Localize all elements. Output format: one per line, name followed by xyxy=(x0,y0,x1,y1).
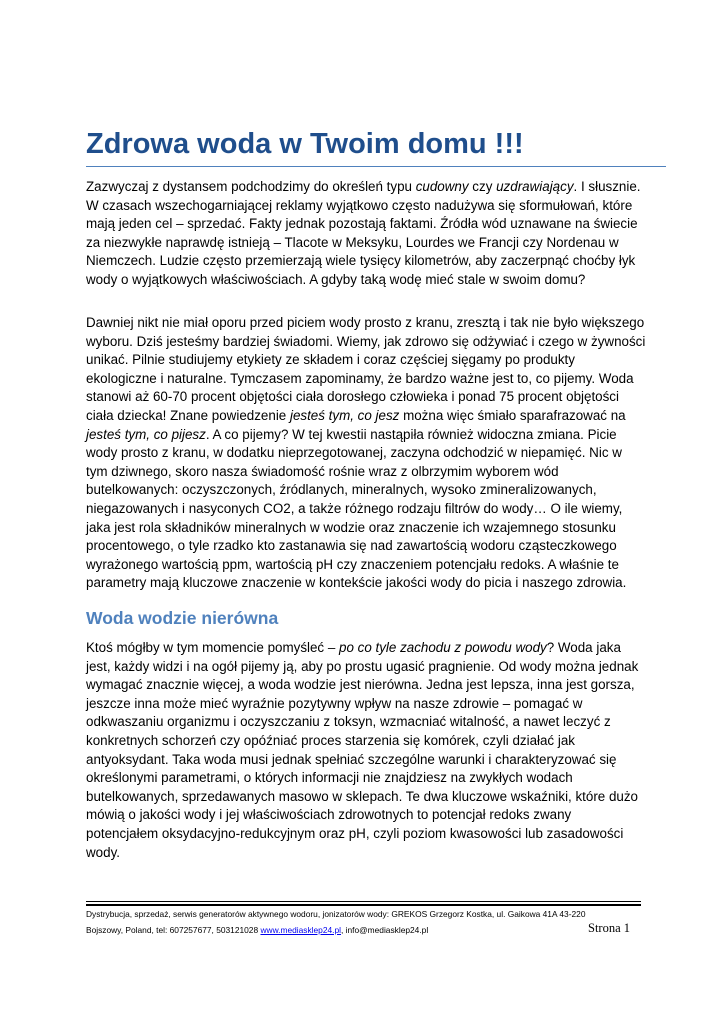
text-run: można więc śmiało sparafrazować na xyxy=(399,407,626,423)
italic-phrase: jesteś tym, co pijesz xyxy=(86,426,206,442)
text-run: . A co pijemy? W tej kwestii nastąpiła również widoczna zmiana. Picie wody prosto z kranu, w dodatku nieprzegotowanej, zaczyna odchodzić w niepamięć. Nic w tym dziwnego, skoro nasza świadomość rośnie wraz z olbrzymim wyborem wód butelkowanych: oczyszczonych, źródlanych, mineralnych, wysoko zmineralizowanych, niegazowanych i nasyconych CO2, a także różnego rodzaju filtrów do wody… O ile wiemy, jaka jest rola składników mineralnych w wodzie oraz znaczenie ich wzajemnego stosunku procentowego, o tyle rzadko kto zastanawia się nad zawartością wodoru cząsteczkowego wyrażonego wartością ppm, wartością pH czy znaczeniem potencjału redoks. A właśnie te parametry mają kluczowe znaczenie w kontekście jakości wody do picia i naszego zdrowia. xyxy=(86,426,627,591)
page-number: Strona 1 xyxy=(588,921,631,935)
text-run: Zazwyczaj z dystansem podchodzimy do określeń typu xyxy=(86,179,416,194)
italic-phrase: – po co tyle zachodu z powodu wody xyxy=(327,640,547,655)
text-run: Dawniej nikt nie miał oporu przed piciem wody prosto z kranu, zresztą i tak nie było większego wyboru. Dziś jesteśmy bardziej świadomi. Wiemy, jak zdrowo się odżywiać i czego w żywności unikać. Pilnie studiujemy etykiety ze składem i coraz częściej sięgamy po produkty ekologiczne i naturalne. Tymczasem zapominamy, że bardzo ważne jest to, co pijemy. Woda stanowi aż 60-70 procent objętości ciała dorosłego człowieka i ponad 75 procent objętości ciała dziecka! Znane powiedzenie xyxy=(86,315,646,423)
footer-divider xyxy=(86,901,641,906)
footer-phone-text: Bojszowy, Poland, tel: 607257677, 503121028 xyxy=(86,925,261,935)
footer-website-link[interactable]: www.mediasklep24.pl xyxy=(260,925,341,935)
italic-phrase: uzdrawiający xyxy=(496,179,574,194)
page-title: Zdrowa woda w Twoim domu !!! xyxy=(86,126,666,167)
footer-email-text: , info@mediasklep24.pl xyxy=(341,925,429,935)
section-heading: Woda wodzie nierówna xyxy=(86,608,279,628)
text-run: . I słusznie. W czasach wszechogarniającej reklamy wyjątkowo często nadużywa się sformułowań, które mają jeden cel – sprzedać. Fakty jednak pozostają faktami. Źródła wód uznawane na świecie za niezwykłe naprawdę istnieją – Tlacote w Meksyku, Lourdes we Francji czy Nordenau w Niemczech. Ludzie często przemierzają wiele tysięcy kilometrów, aby zaczerpnąć choćby łyk wody o wyjątkowych właściwościach. A gdyby taką wodę mieć stale w swoim domu? xyxy=(86,179,641,287)
paragraph-water-awareness xyxy=(86,314,646,593)
text-run: ? Woda jaka jest, każdy widzi i na ogół pijemy ją, aby po prostu ugasić pragnienie. Od wody można jednak wymagać znacznie więcej, a woda wodzie jest nierówna. Jedna jest lepsza, inna jest gorsza, jeszcze inna może mieć wyraźnie pozytywny wpływ na nasze zdrowie – pomagać w odkwaszaniu organizmu i oczyszczaniu z toksyn, wzmacniać witalność, a nawet leczyć z konkretnych schorzeń czy opóźniać proces starzenia się komórek, czyli działać jak antyoksydant. Taka woda musi jednak spełniać szczególne warunki i charakteryzować się określonymi parametrami, o których informacji nie znajdziesz na zwykłych wodach butelkowanych, sprzedawanych masowo w sklepach. Te dwa kluczowe wskaźniki, które dużo mówią o jakości wody i jej właściwościach zdrowotnych to potencjał redoks zwany potencjałem oksydacyjno-redukcyjnym oraz pH, czyli poziom kwasowości lub zasadowości wody. xyxy=(86,640,639,860)
footer-contact-line xyxy=(86,925,428,935)
paragraph-intro xyxy=(86,178,646,290)
paragraph-water-quality xyxy=(86,639,646,862)
italic-phrase: jesteś tym, co jesz xyxy=(289,407,400,423)
italic-phrase: cudowny xyxy=(415,179,469,194)
footer-distribution-line: Dystrybucja, sprzedaż, serwis generatorów aktywnego wodoru, jonizatorów wody: GREKOS Grzegorz Kostka, ul. Gaikowa 41A 43-220 xyxy=(86,909,586,919)
text-run: czy xyxy=(468,179,497,194)
text-run: Ktoś mógłby w tym momencie pomyśleć xyxy=(86,640,328,655)
